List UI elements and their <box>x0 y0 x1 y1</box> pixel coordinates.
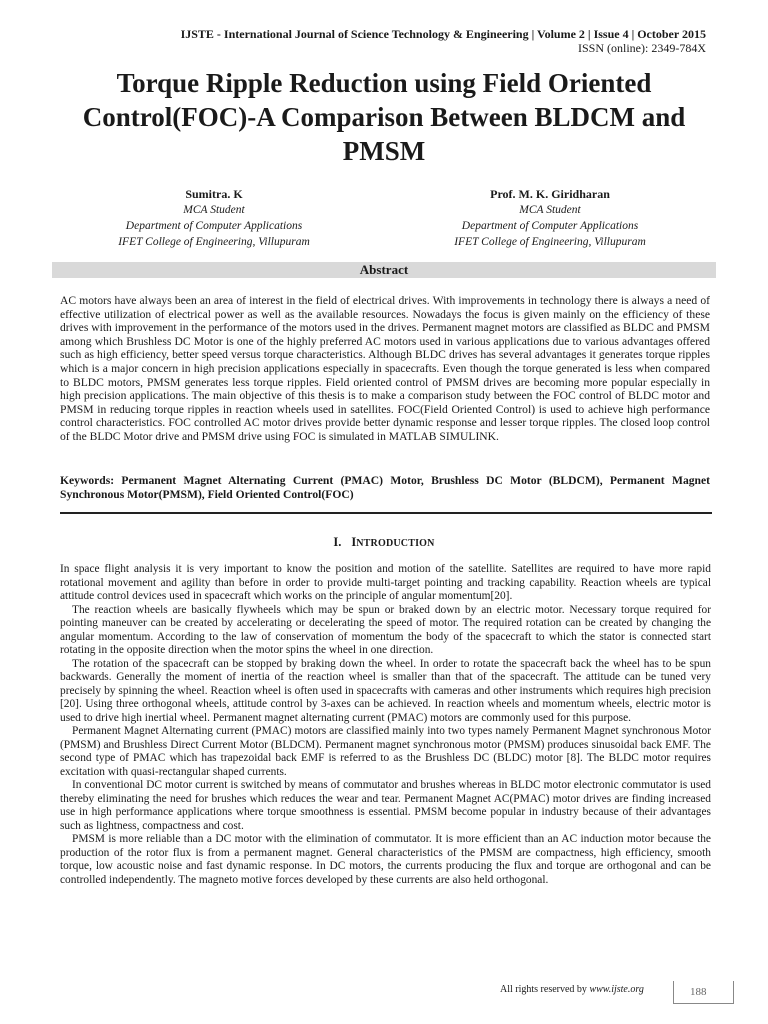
author-institution: IFET College of Engineering, Villupuram <box>454 236 646 248</box>
paragraph: In space flight analysis it is very important to know the position and motion of the satellite. Satellites are required to have more rapid rotational movement and agility than before in order to provide multi-target pointing and tracking capability. Reaction wheels are typical attitude control devices used in spacecraft which works on the principle of angular momentum[20]. <box>60 563 711 602</box>
author-department: Department of Computer Applications <box>461 220 639 232</box>
introduction-body <box>60 563 711 887</box>
author-1 <box>74 186 354 250</box>
author-name: Sumitra. K <box>185 187 243 201</box>
author-role: MCA Student <box>183 204 245 216</box>
paragraph: The rotation of the spacecraft can be stopped by braking down the wheel. In order to rotate the spacecraft back the wheel has to be spun backwards. Generally the moment of inertia of the reaction wheel is smaller than that of the spacecraft. The attitude can be tuned very precisely by spinning the wheel. Reaction wheel is often used in spacecrafts with cameras and other instruments which requires high precision [20]. Using three orthogonal wheels, attitude control by 3-axes can be achieved. In reaction wheels and momentum wheels, electric motor is used to drive high inertial wheel. Permanent magnet alternating current (PMAC) motors are commonly used for this purpose. <box>60 657 711 724</box>
section-heading-introduction <box>0 535 768 550</box>
paragraph: The reaction wheels are basically flywheels which may be spun or braked down by an electric motor. Necessary torque required for pointing maneuver can be created by accelerating or decelerating the speed of motor. The required rotation can be created by changing the angular momentum. According to the law of conservation of momentum the body of the spacecraft to which the stator is connected start rotating in the opposite direction when the motor spins the wheel in one direction. <box>60 603 711 656</box>
abstract-text: AC motors have always been an area of interest in the field of electrical drives. With improvements in technology there is always a need of effective utilization of electrical power as well as the available resources. Nowadays the focus is given mainly on the efficiency of these drives with improvement in the performance of the motors used in the drives. Permanent magnet motors are classified as BLDC and PMSM among which Brushless DC Motor is one of the highly preferred AC motors used in various applications due to various advantages offered such as high efficiency, better speed versus torque characteristics. Although BLDC drives has several advantages it generates torque ripples which is a major concern in high precision applications especially in spacecrafts. Even though the torque generated is less when compared to BLDC motors, PMSM generates less torque ripples. Field oriented control of PMSM drives are becoming more popular especially in high precision applications. The main objective of this thesis is to make a comparison study between the FOC control of BLDC motor and PMSM in reducing torque ripples in reaction wheels used in satellites. FOC(Field Oriented Control) is used to achieve high performance control characteristics. FOC controlled AC motor drives provide better dynamic response and lesser torque ripples. The closed loop control of the BLDC Motor drive and PMSM drive using FOC is simulated in MATLAB SIMULINK. <box>60 294 710 443</box>
journal-header <box>181 27 706 55</box>
paragraph: Permanent Magnet Alternating current (PMAC) motors are classified mainly into two types namely Permanent Magnet synchronous Motor (PMSM) and Brushless Direct Current Motor (BLDCM). Permanent magnet synchronous motor (PMSM) produces sinusoidal back EMF. The second type of PMAC which has trapezoidal back EMF is referred to as the Brushless DC (BLDC) motor [8]. The BLDC motor requires excitation with quasi-rectangular shaped currents. <box>60 725 711 778</box>
author-institution: IFET College of Engineering, Villupuram <box>118 236 310 248</box>
section-number: I. <box>333 535 342 549</box>
paper-title: Torque Ripple Reduction using Field Oriented Control(FOC)-A Comparison Between BLDCM and PMSM <box>82 68 686 166</box>
journal-citation: IJSTE - International Journal of Science Technology & Engineering | Volume 2 | Issue 4 | October 2015 <box>180 27 706 41</box>
section-title-initial: I <box>351 535 357 549</box>
rights-text: All rights reserved by <box>500 984 590 995</box>
paragraph: PMSM is more reliable than a DC motor with the elimination of commutator. It is more efficient than an AC induction motor because the production of the rotor flux is from a permanent magnet. General characteristics of the PMSM are compactness, high efficiency, smooth torque, low acoustic noise and fast dynamic response. In DC motors, the currents producing the flux and torque are orthogonal and can be controlled independently. The magneto motive forces developed by these currents are also held orthogonal. <box>60 833 711 886</box>
section-title-rest: NTRODUCTION <box>356 538 435 549</box>
paragraph: In conventional DC motor current is switched by means of commutator and brushes whereas in BLDC motor electronic commutator is used thereby eliminating the need for brushes which reduces the wear and tear. Permanent Magnet AC(PMAC) motor drives are finding increased use in high performance applications where torque smoothness is essential. PMSM become popular in industry because of their advantages such as lightness, compactness and cost. <box>60 779 711 832</box>
author-name: Prof. M. K. Giridharan <box>490 187 610 201</box>
author-2 <box>410 186 690 250</box>
footer-rights <box>500 984 644 995</box>
page-number: 188 <box>690 986 707 998</box>
journal-url-link[interactable]: www.ijste.org <box>589 984 644 995</box>
section-divider <box>60 512 712 514</box>
author-role: MCA Student <box>519 204 581 216</box>
author-department: Department of Computer Applications <box>125 220 303 232</box>
footer-box-edge <box>733 981 764 1003</box>
issn: ISSN (online): 2349-784X <box>578 41 706 55</box>
abstract-heading: Abstract <box>52 262 716 278</box>
keywords: Keywords: Permanent Magnet Alternating Current (PMAC) Motor, Brushless DC Motor (BLDCM), Permanent Magnet Synchronous Motor(PMSM), Field Oriented Control(FOC) <box>60 474 710 501</box>
